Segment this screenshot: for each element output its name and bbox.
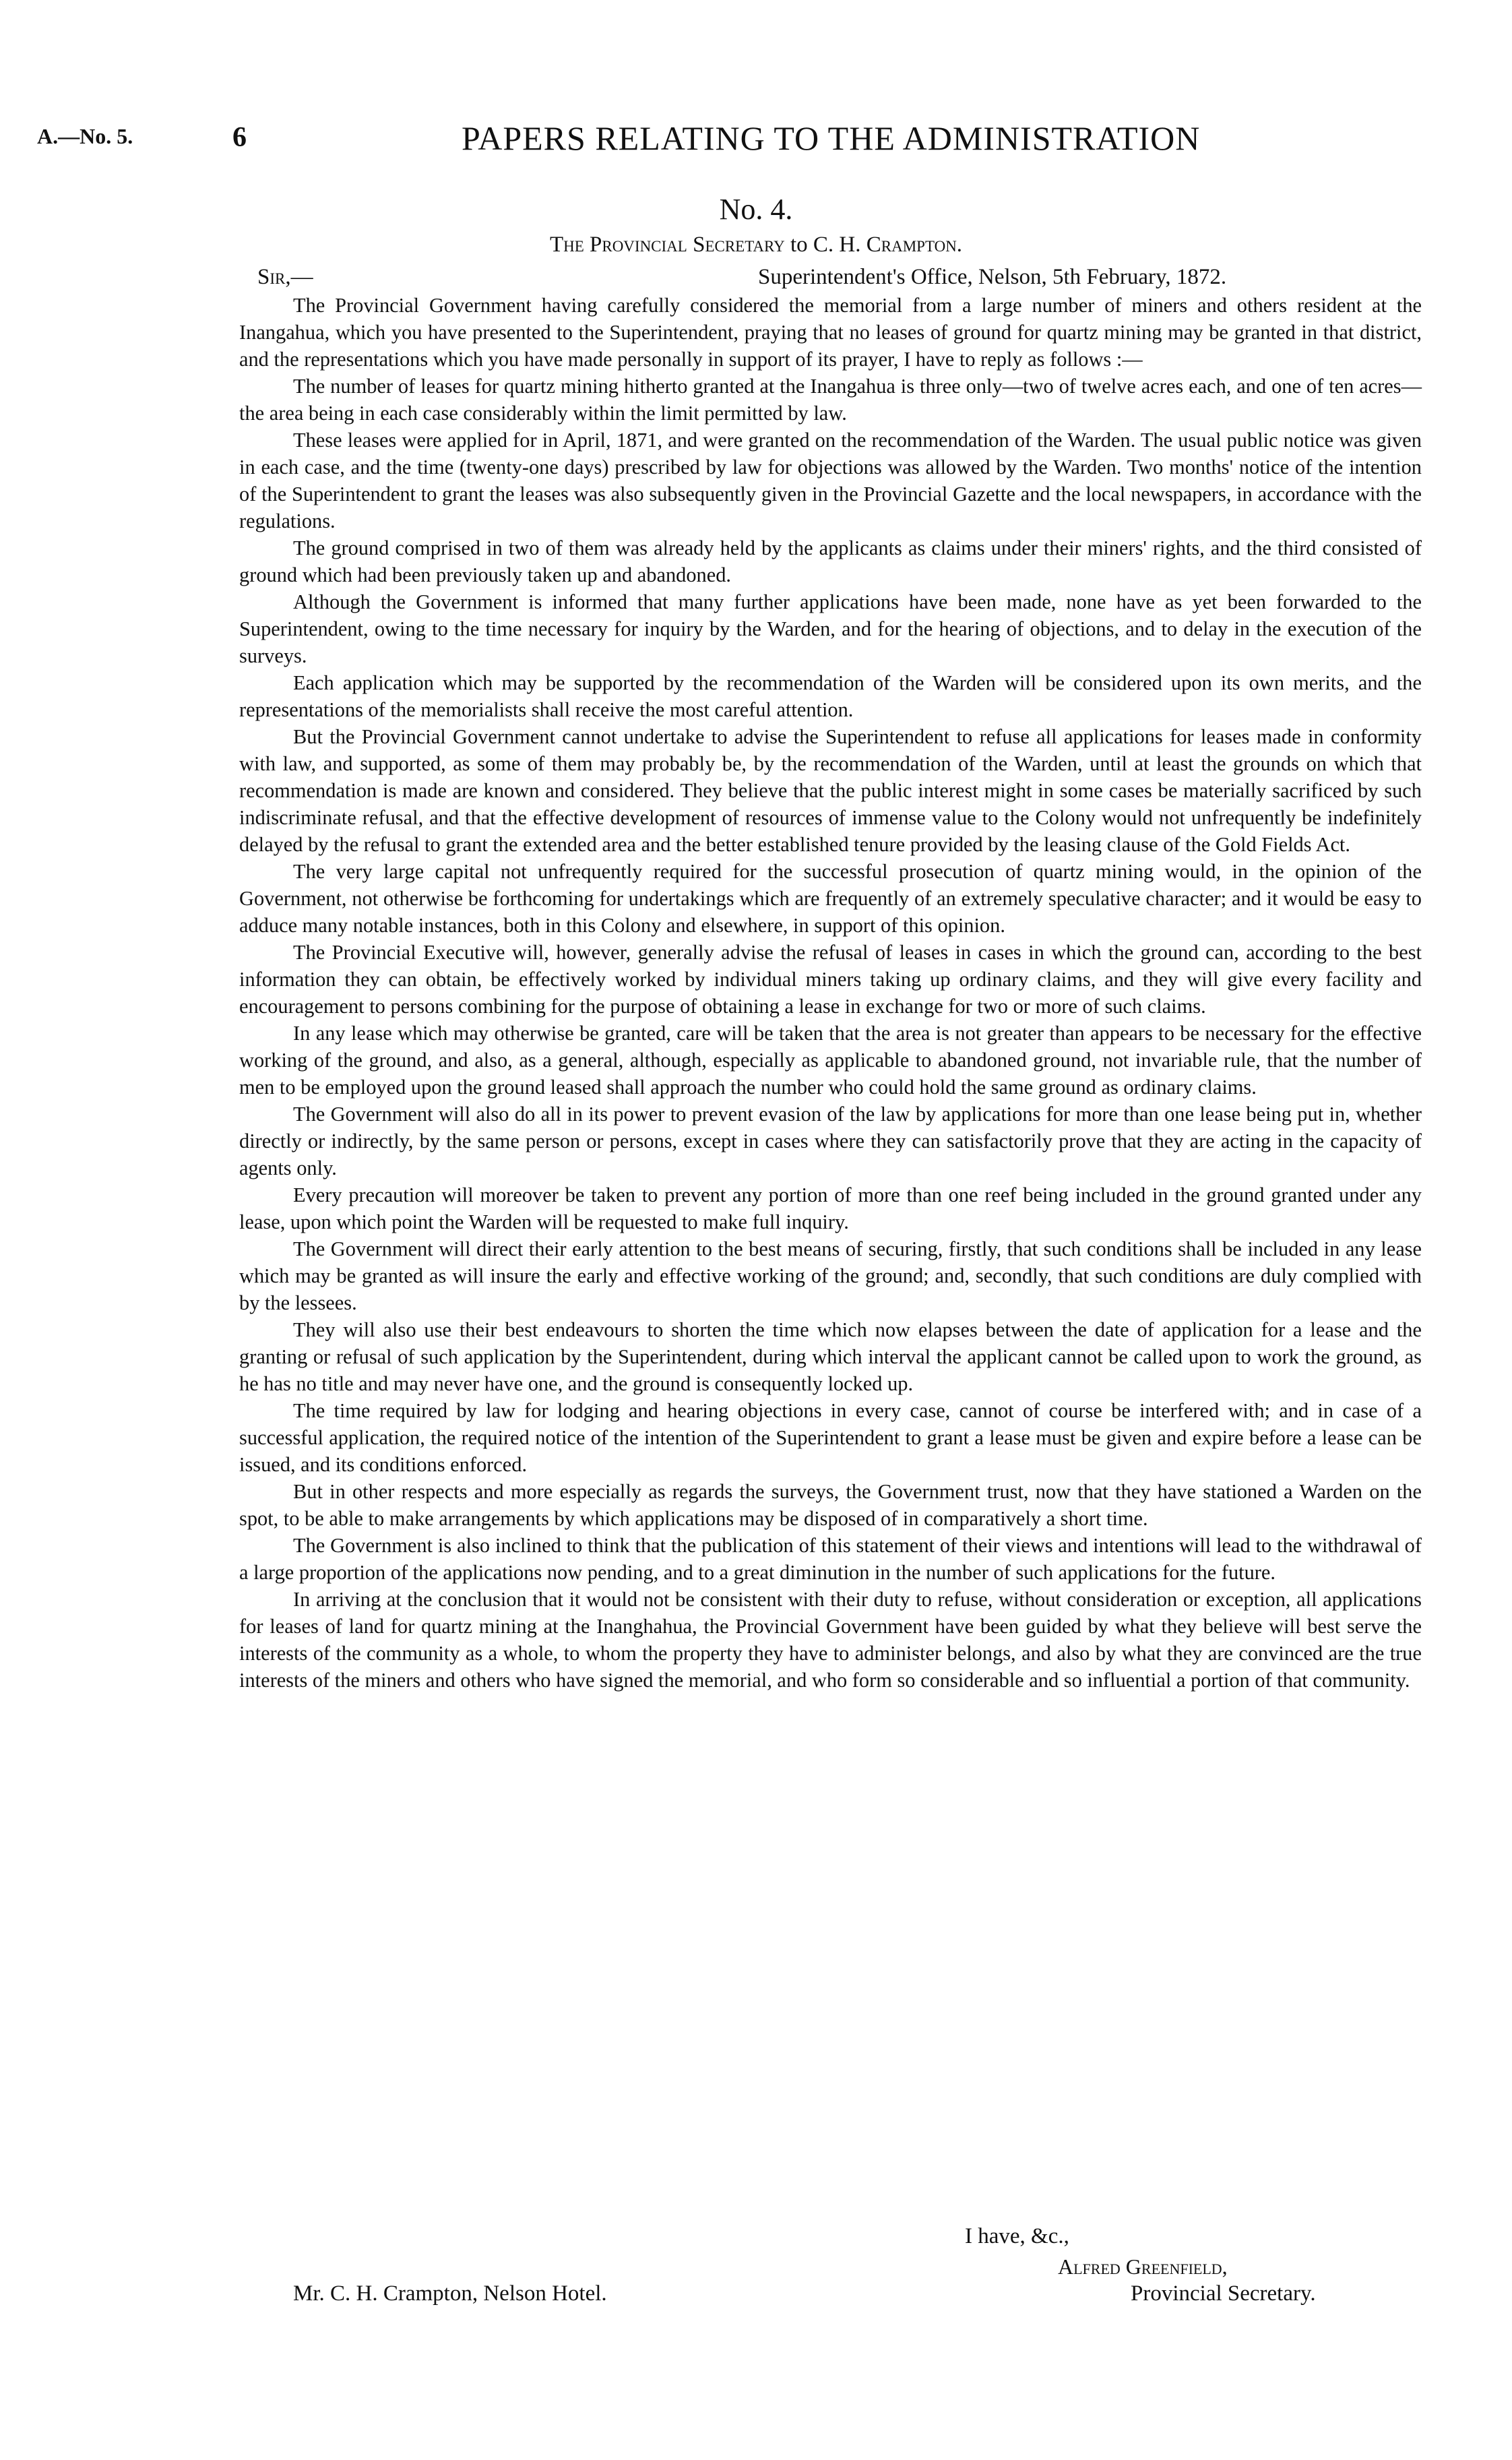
paragraph-16: But in other respects and more especially as regards the surveys, the Government trust, now that they have stationed a Warden on the spot, to be able to make arrangements by which applications may be disposed of in comparatively a short time. [239, 1480, 1422, 1530]
letter-number: No. 4. [719, 193, 793, 226]
letter-origin-date: Superintendent's Office, Nelson, 5th February, 1872. [758, 265, 1227, 289]
signature-name: Alfred Greenfield, [1058, 2254, 1228, 2279]
page-number: 6 [232, 122, 247, 153]
addressee-name: C. H. Crampton. [813, 233, 963, 257]
letter-addressing [0, 233, 1512, 257]
paragraph-1: The Provincial Government having carefully considered the memorial from a large number of miners and others resident at the Inangahua, which you have presented to the Superintendent, praying that no leases of ground for quartz mining may be granted in that district, and the representations which you have made personally in support of its prayer, I have to reply as follows :— [239, 294, 1422, 371]
paragraph-18: In arriving at the conclusion that it would not be consistent with their duty to refuse, without consideration or exception, all applications for leases of land for quartz mining at the Inanghahua, the Provincial Government have been guided by what they believe will best serve the interests of the community as a whole, to whom the property they have to administer belongs, and also by what they are convinced are the true interests of the miners and others who have signed the memorial, and who form so considerable and so influential a portion of that community. [239, 1588, 1422, 1692]
salutation: Sir,— [257, 265, 313, 289]
paragraph-2: The number of leases for quartz mining hitherto granted at the Inangahua is three only—two of twelve acres each, and one of ten acres—the area being in each case considerably within the limit permitted by law. [239, 375, 1422, 425]
paragraph-13: The Government will direct their early attention to the best means of securing, firstly, that such conditions shall be included in any lease which may be granted as will insure the early and effective working of the ground; and, secondly, that such conditions are duly complied with by the lessees. [239, 1237, 1422, 1314]
paragraph-17: The Government is also inclined to think that the publication of this statement of their views and intentions will lead to the withdrawal of a large proportion of the applications now pending, and to a great diminution in the number of such applications for the future. [239, 1534, 1422, 1584]
paragraph-4: The ground comprised in two of them was already held by the applicants as claims under their miners' rights, and the third consisted of ground which had been previously taken up and abandoned. [239, 536, 1422, 586]
closing-phrase: I have, &c., [965, 2224, 1069, 2248]
paragraph-10: In any lease which may otherwise be granted, care will be taken that the area is not greater than appears to be necessary for the effective working of the ground, and also, as a general, although, especially as applicable to abandoned ground, not invariable rule, that the number of men to be employed upon the ground leased shall approach the number who could hold the same ground as ordinary claims. [239, 1022, 1422, 1099]
page-header [37, 121, 1452, 162]
recipient-address: Mr. C. H. Crampton, Nelson Hotel. [293, 2281, 607, 2306]
letter-body [239, 292, 1422, 1694]
paragraph-6: Each application which may be supported by the recommendation of the Warden will be considered upon its own merits, and the representations of the memorialists shall receive the most careful attention. [239, 671, 1422, 721]
sender-title: The Provincial Secretary [549, 233, 785, 257]
paragraph-5: Although the Government is informed that many further applications have been made, none have as yet been forwarded to the Superintendent, owing to the time necessary for inquiry by the Warden, and for the hearing of objections, and to delay in the execution of the surveys. [239, 590, 1422, 667]
paragraph-8: The very large capital not unfrequently required for the successful prosecution of quartz mining would, in the opinion of the Government, not otherwise be forthcoming for undertakings which are frequently of an extremely speculative character; and it would be easy to adduce many notable instances, both in this Colony and elsewhere, in support of this opinion. [239, 860, 1422, 937]
running-title: PAPERS RELATING TO THE ADMINISTRATION [462, 119, 1201, 157]
paragraph-7: But the Provincial Government cannot undertake to advise the Superintendent to refuse all applications for leases made in conformity with law, and supported, as some of them may probably be, by the recommendation of the Warden, until at least the grounds on which that recommendation is made are known and considered. They believe that the public interest might in some cases be materially sacrificed by such indiscriminate refusal, and that the effective development of resources of immense value to the Colony would not unfrequently be indefinitely delayed by the refusal to grant the extended area and the better established tenure provided by the leasing clause of the Gold Fields Act. [239, 725, 1422, 856]
paragraph-12: Every precaution will moreover be taken to prevent any portion of more than one reef being included in the ground granted under any lease, upon which point the Warden will be requested to make full inquiry. [239, 1183, 1422, 1233]
paragraph-9: The Provincial Executive will, however, generally advise the refusal of leases in cases in which the ground can, according to the best information they can obtain, be effectively worked by individual miners taking up ordinary claims, and they will give every facility and encouragement to persons combining for the purpose of obtaining a lease in exchange for two or more of such claims. [239, 941, 1422, 1018]
paper-reference: A.—No. 5. [37, 124, 133, 148]
signatory-title: Provincial Secretary. [1131, 2281, 1316, 2306]
paragraph-14: They will also use their best endeavours to shorten the time which now elapses between the date of application for a lease and the granting or refusal of such application by the Superintendent, during which interval the applicant cannot be called upon to work the ground, as he has no title and may never have one, and the ground is consequently locked up. [239, 1318, 1422, 1395]
paragraph-11: The Government will also do all in its power to prevent evasion of the law by applications for more than one lease being put in, whether directly or indirectly, by the same person or persons, except in cases where they can satisfactorily prove that they are acting in the capacity of agents only. [239, 1103, 1422, 1179]
to-connector: to [790, 233, 808, 257]
paragraph-3: These leases were applied for in April, 1871, and were granted on the recommendation of the Warden. The usual public notice was given in each case, and the time (twenty-one days) prescribed by law for objections was allowed by the Warden. Two months' notice of the intention of the Superintendent to grant the leases was also subsequently given in the Provincial Gazette and the local newspapers, in accordance with the regulations. [239, 429, 1422, 532]
paragraph-15: The time required by law for lodging and hearing objections in every case, cannot of course be interfered with; and in case of a successful application, the required notice of the intention of the Superintendent to grant a lease must be given and expire before a lease can be issued, and its conditions enforced. [239, 1399, 1422, 1476]
